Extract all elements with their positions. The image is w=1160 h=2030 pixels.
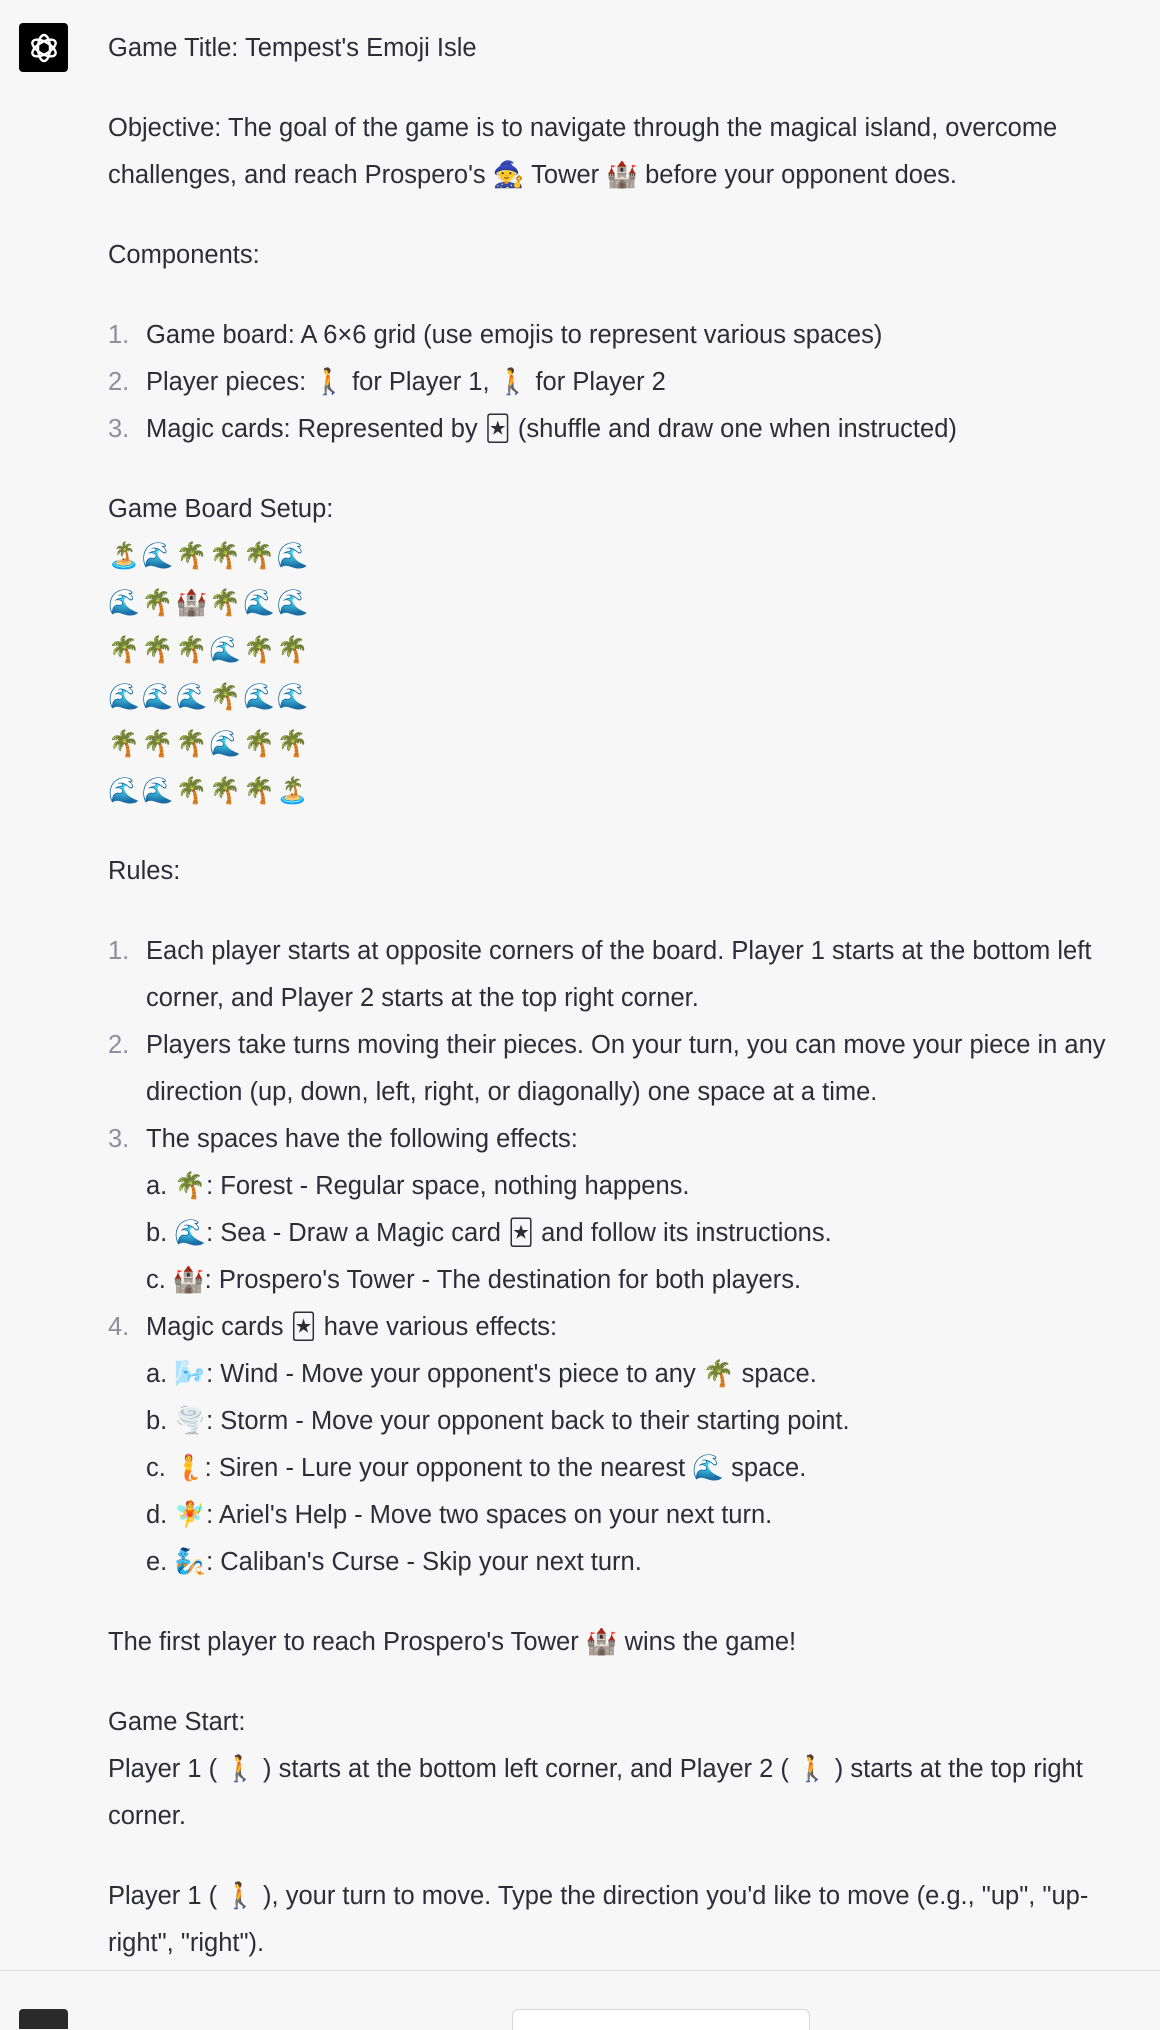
- openai-logo-icon: [27, 31, 61, 65]
- board-row: 🌴🌴🌴🌊🌴🌴: [108, 635, 311, 665]
- board-row: 🌊🌊🌊🌴🌊🌊: [108, 682, 311, 712]
- message-input-box[interactable]: [512, 2009, 810, 2030]
- magic-effects-list: [146, 1351, 1160, 1586]
- board-row: 🌴🌴🌴🌊🌴🌴: [108, 729, 311, 759]
- list-item: a. 🌬️: Wind - Move your opponent's piece to any 🌴 space.: [146, 1360, 817, 1388]
- list-item: b. 🌊: Sea - Draw a Magic card 🃏 and follow its instructions.: [146, 1219, 832, 1247]
- board-row: 🌊🌴🏰🌴🌊🌊: [108, 588, 311, 618]
- list-item: c. 🧜: Siren - Lure your opponent to the nearest 🌊 space.: [146, 1454, 807, 1482]
- list-item: 2. Players take turns moving their pieces. On your turn, you can move your piece in any direction (up, down, left, right, or diagonally) one space at a time.: [108, 1031, 1106, 1106]
- list-item: e. 🧞: Caliban's Curse - Skip your next turn.: [146, 1548, 642, 1576]
- game-board: [108, 533, 1160, 815]
- components-heading: Components:: [108, 241, 260, 269]
- rules-heading: Rules:: [108, 857, 181, 885]
- turn-text: Player 1 ( 🚶 ), your turn to move. Type the direction you'd like to move (e.g., "up", "up-right", "right").: [108, 1882, 1089, 1957]
- components-list: [108, 312, 1160, 453]
- list-item: 3. Magic cards: Represented by 🃏 (shuffle and draw one when instructed): [108, 415, 957, 443]
- space-effects-list: [146, 1163, 1160, 1304]
- user-avatar: [19, 2009, 68, 2029]
- board-row: 🏝️🌊🌴🌴🌴🌊: [108, 541, 311, 571]
- assistant-avatar: [19, 23, 68, 72]
- rules-list: [108, 928, 1160, 1586]
- list-item: 3. The spaces have the following effects: a. 🌴: Forest - Regular space, nothing happens. b. 🌊: Sea - Draw a Magic card 🃏 and follow its instructions. c. 🏰: Prospero's Tower - The destination for both players.: [108, 1116, 1160, 1304]
- list-item: c. 🏰: Prospero's Tower - The destination for both players.: [146, 1266, 802, 1294]
- list-item: 2. Player pieces: 🚶 for Player 1, 🚶 for Player 2: [108, 368, 666, 396]
- board-row: 🌊🌊🌴🌴🌴🏝️: [108, 776, 311, 806]
- start-heading: Game Start:: [108, 1708, 246, 1736]
- list-item: b. 🌪️: Storm - Move your opponent back to their starting point.: [146, 1407, 850, 1435]
- list-item: 4. Magic cards 🃏 have various effects: a. 🌬️: Wind - Move your opponent's piece to any 🌴 space. b. 🌪️: Storm - Move your opponent back to their starting point. c. 🧜: Siren - Lure your opponent to the nearest 🌊 space. d. 🧚: Ariel's Help - Move two spaces on your next turn. e. 🧞: Caliban's Curse - Skip your next turn.: [108, 1304, 1160, 1586]
- list-item: 1. Game board: A 6×6 grid (use emojis to represent various spaces): [108, 321, 883, 349]
- objective-text: Objective: The goal of the game is to navigate through the magical island, overcome challenges, and reach Prospero's 🧙 Tower 🏰 before your opponent does.: [108, 114, 1058, 189]
- win-text: The first player to reach Prospero's Tower 🏰 wins the game!: [108, 1628, 797, 1656]
- list-item: 1. Each player starts at opposite corners of the board. Player 1 starts at the bottom left corner, and Player 2 starts at the top right corner.: [108, 937, 1092, 1012]
- start-text: Player 1 ( 🚶 ) starts at the bottom left corner, and Player 2 ( 🚶 ) starts at the top right corner.: [108, 1755, 1083, 1830]
- next-message-area: [0, 1970, 1160, 2017]
- board-heading: Game Board Setup:: [108, 495, 334, 523]
- assistant-message: [108, 25, 1160, 1967]
- list-item: a. 🌴: Forest - Regular space, nothing happens.: [146, 1172, 690, 1200]
- list-item: d. 🧚: Ariel's Help - Move two spaces on your next turn.: [146, 1501, 773, 1529]
- game-title: Game Title: Tempest's Emoji Isle: [108, 34, 477, 62]
